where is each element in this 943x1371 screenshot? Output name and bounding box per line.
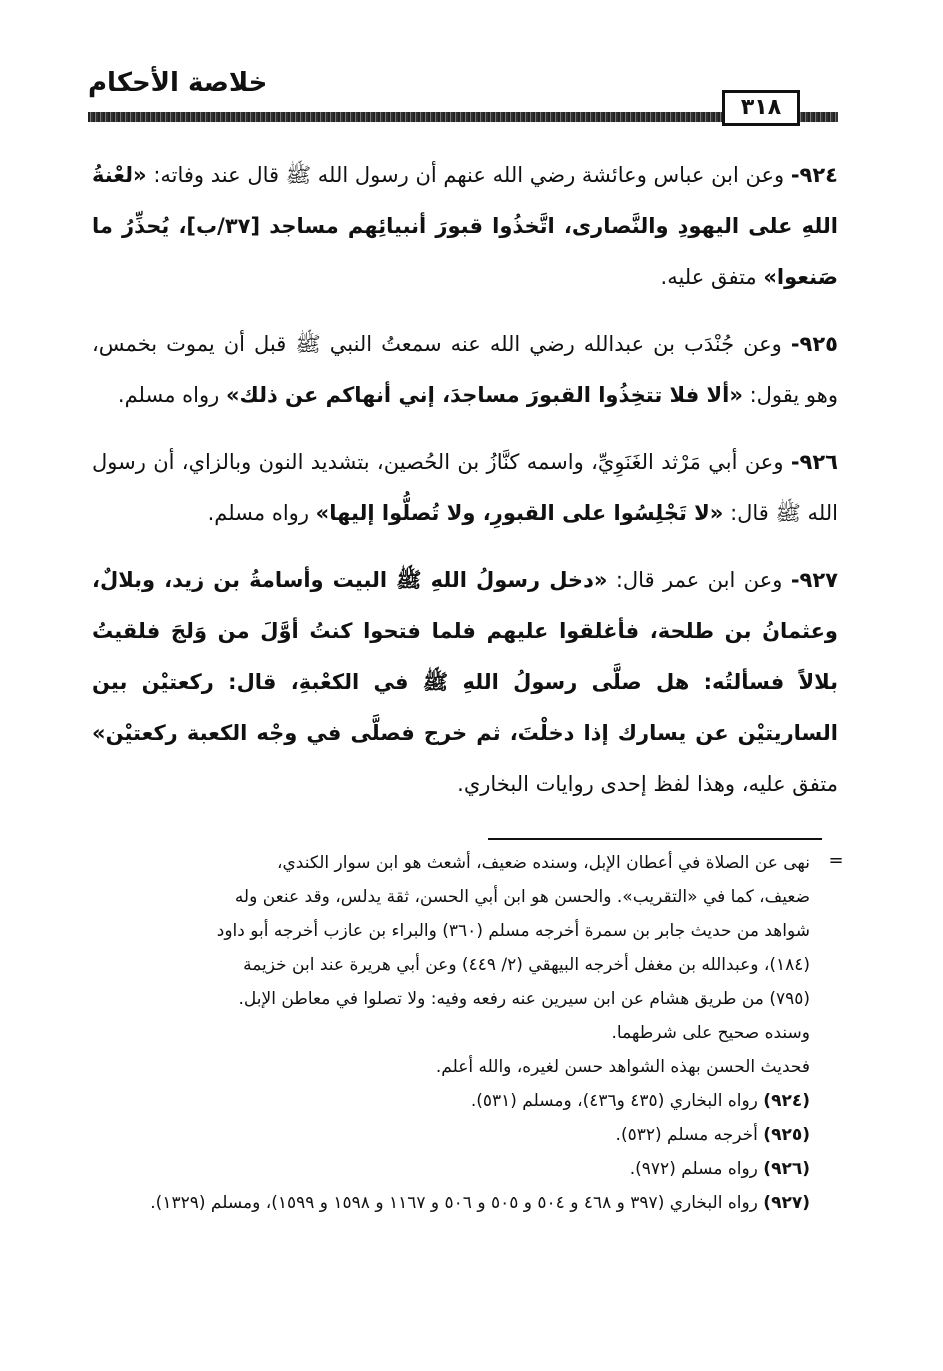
- footnote-line: (١٨٤)، وعبدالله بن مغفل أخرجه البيهقي (٢/ ٤٤٩) وعن أبي هريرة عند ابن خزيمة: [243, 955, 810, 975]
- footnote-ref-925: [80, 1118, 810, 1152]
- main-text: [92, 150, 838, 826]
- hadith-925: [92, 319, 838, 421]
- hadith-number: ٩٢٦-: [790, 450, 838, 474]
- hadith-intro: وعن ابن عباس وعائشة رضي الله عنهم أن رسول الله ﷺ قال عند وفاته:: [146, 163, 791, 187]
- hadith-number: ٩٢٥-: [790, 332, 838, 356]
- page-number: ٣١٨: [722, 90, 800, 126]
- hadith-outro: متفق عليه، وهذا لفظ إحدى روايات البخاري.: [457, 772, 838, 796]
- footnote-ref-text: رواه البخاري (٣٩٧ و ٤٦٨ و ٥٠٤ و ٥٠٥ و ٥٠٦ و ١١٦٧ و ١٥٩٨ و ١٥٩٩)، ومسلم (١٣٢٩).: [150, 1193, 764, 1213]
- footnote-ref-text: رواه مسلم (٩٧٢).: [629, 1159, 764, 1179]
- footnote-separator: [488, 838, 822, 840]
- footnote-ref-924: [80, 1084, 810, 1118]
- hadith-924: [92, 150, 838, 303]
- footnote-ref-927: [80, 1186, 810, 1220]
- footnote-ref-number: (٩٢٤): [763, 1091, 810, 1111]
- footnote-line: ضعيف، كما في «التقريب». والحسن هو ابن أبي الحسن، ثقة يدلس، وقد عنعن وله: [234, 887, 810, 907]
- hadith-intro: وعن أبي مَرْثد الغَنَوِيِّ، واسمه كنَّازُ بن الحُصين، بتشديد النون وبالزاي، أن رسول الله ﷺ قال:: [92, 450, 838, 525]
- footnote-line: شواهد من حديث جابر بن سمرة أخرجه مسلم (٣٦٠) والبراء بن عازب أخرجه أبو داود: [216, 921, 810, 941]
- footnotes: [80, 846, 810, 1220]
- hadith-outro: متفق عليه.: [660, 265, 764, 289]
- footnote-ref-number: (٩٢٧): [763, 1193, 810, 1213]
- hadith-intro: وعن ابن عمر قال:: [607, 568, 791, 592]
- footnote-ref-number: (٩٢٦): [763, 1159, 810, 1179]
- running-title: خلاصة الأحكام: [88, 68, 268, 98]
- footnote-line: وسنده صحيح على شرطهما.: [611, 1023, 810, 1043]
- footnote-ref-text: أخرجه مسلم (٥٣٢).: [615, 1125, 764, 1145]
- hadith-outro: رواه مسلم.: [117, 383, 226, 407]
- footnote-ref-number: (٩٢٥): [763, 1125, 810, 1145]
- footnote-ref-926: [80, 1152, 810, 1186]
- hadith-926: [92, 437, 838, 539]
- footnote-ref-text: رواه البخاري (٤٣٥ و٤٣٦)، ومسلم (٥٣١).: [470, 1091, 764, 1111]
- hadith-quote: «لعْنةُ اللهِ على اليهودِ والنَّصارى، اتَّخذُوا قبورَ أنبيائِهم مساجد [٣٧/ب]، يُحذِّرُ ما صَنعوا»: [92, 163, 838, 289]
- footnote-line: (٧٩٥) من طريق هشام عن ابن سيرين عنه رفعه وفيه: ولا تصلوا في معاطن الإبل.: [238, 989, 810, 1009]
- hadith-intro: وعن جُنْدَب بن عبدالله رضي الله عنه سمعتُ النبي ﷺ قبل أن يموت بخمس، وهو يقول:: [92, 332, 838, 407]
- hadith-quote: «دخل رسولُ اللهِ ﷺ البيت وأسامةُ بن زيد، وبلالٌ، وعثمانُ بن طلحة، فأغلقوا عليهم فلما فتحوا كنتُ أوَّلَ من وَلجَ فلقيتُ بلالاً فسألتُه: هل صلَّى رسولُ اللهِ ﷺ في الكعْبةِ، قال: ركعتيْن بين الساريتيْن عن يسارك إذا دخلْتَ، ثم خرج فصلَّى في وجْه الكعبة ركعتيْن»: [92, 568, 838, 745]
- footnote-continuation-mark: =: [828, 850, 844, 871]
- hadith-outro: رواه مسلم.: [207, 501, 316, 525]
- hadith-quote: «لا تَجْلِسُوا على القبورِ، ولا تُصلُّوا إليها»: [315, 501, 724, 525]
- hadith-quote: «ألا فلا تتخِذُوا القبورَ مساجدَ، إني أنهاكم عن ذلك»: [225, 383, 743, 407]
- hadith-927: [92, 555, 838, 810]
- hadith-number: ٩٢٧-: [790, 568, 838, 592]
- hadith-number: ٩٢٤-: [790, 163, 838, 187]
- footnote-line: نهى عن الصلاة في أعطان الإبل، وسنده ضعيف، أشعث هو ابن سوار الكندي،: [276, 853, 810, 873]
- footnote-line: فحديث الحسن بهذه الشواهد حسن لغيره، والله أعلم.: [435, 1057, 810, 1077]
